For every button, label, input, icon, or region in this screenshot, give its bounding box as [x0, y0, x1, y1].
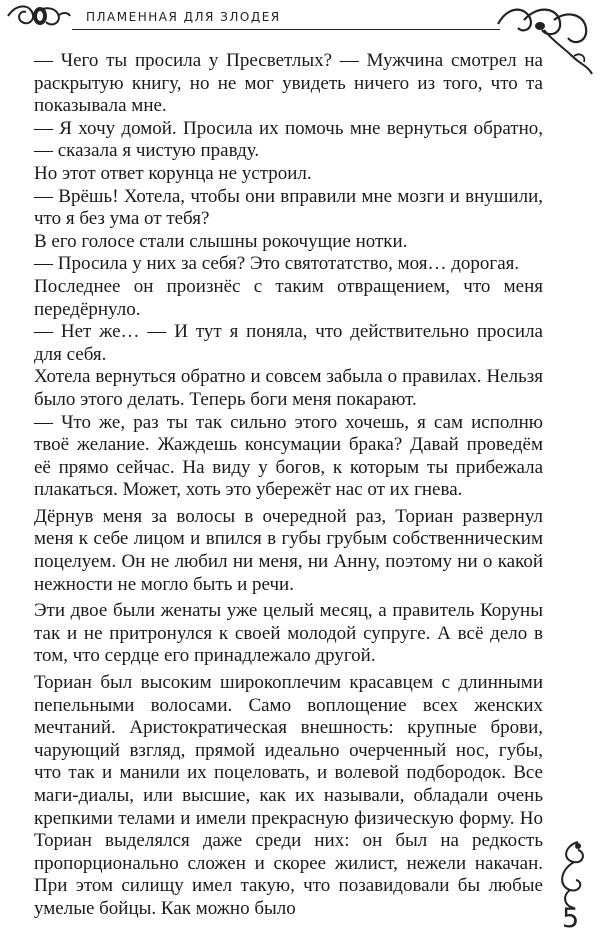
filigree-curl-icon: [548, 838, 598, 912]
page-body-text: [34, 50, 543, 921]
filigree-swirl-icon: [6, 2, 72, 30]
paragraph: Дёрнув меня за волосы в очередной раз, Ториан развернул меня к себе лицом и впился в губы грубым собственническим поцелуем. Он не любил ни меня, ни Анну, поэтому ни о какой нежности не могло быть и речи.: [34, 505, 543, 595]
paragraph: Хотела вернуться обратно и совсем забыла о правилах. Нельзя было этого делать. Теперь боги меня покарают.: [34, 366, 543, 410]
paragraph: В его голосе стали слышны рокочущие нотки.: [34, 230, 408, 252]
paragraph: Но этот ответ корунца не устроил.: [34, 162, 312, 184]
running-header-title: ПЛАМЕННАЯ ДЛЯ ЗЛОДЕЯ: [86, 10, 281, 24]
paragraph: Последнее он произнёс с таким отвращением, что меня передёрнуло.: [34, 275, 543, 320]
paragraph: — Просила у них за себя? Это святотатство, моя… дорогая.: [34, 253, 520, 275]
paragraph: — Нет же… — И тут я поняла, что действительно просила для себя.: [34, 321, 543, 365]
page-header: [0, 0, 602, 40]
paragraph: — Чего ты просила у Пресветлых? — Мужчина смотрел на раскрытую книгу, но не мог увидеть ничего из того, что та показывала мне.: [34, 50, 543, 117]
page-number: 5: [562, 903, 580, 934]
paragraph: Эти двое были женаты уже целый месяц, а правитель Коруны так и не притронулся к своей молодой супруге. А всё дело в том, что сердце его принадлежало другой.: [34, 600, 543, 667]
paragraph: Ториан был высоким широкоплечим красавцем с длинными пепельными волосами. Само воплощение всех женских мечтаний. Аристократическая внешность: крупные брови, чарующий взгляд, прямой идеально очерченный нос, губы, что так и манили их поцеловать, и волевой подбородок. Все маги-диалы, или высшие, как их называли, обладали очень крепкими телами и имели прекрасную физическую форму. Но Ториан выделялся даже среди них: он был на редкость пропорционально сложен и скорее жилист, нежели накачан. При этом силищу имел такую, что позавидовали бы любые умелые бойцы. Как можно было: [34, 672, 543, 919]
paragraph: — Что же, раз ты так сильно этого хочешь, я сам исполню твоё желание. Жаждешь консумации брака? Давай проведём её прямо сейчас. На виду у богов, к которым ты прибежала плакаться. Может, хоть это убережёт нас от их гнева.: [34, 411, 543, 501]
paragraph: — Я хочу домой. Просила их помочь мне вернуться обратно, — сказала я чистую правду.: [34, 117, 543, 162]
paragraph: — Врёшь! Хотела, чтобы они вправили мне мозги и внушили, что я без ума от тебя?: [34, 185, 543, 230]
header-divider: [72, 29, 500, 30]
